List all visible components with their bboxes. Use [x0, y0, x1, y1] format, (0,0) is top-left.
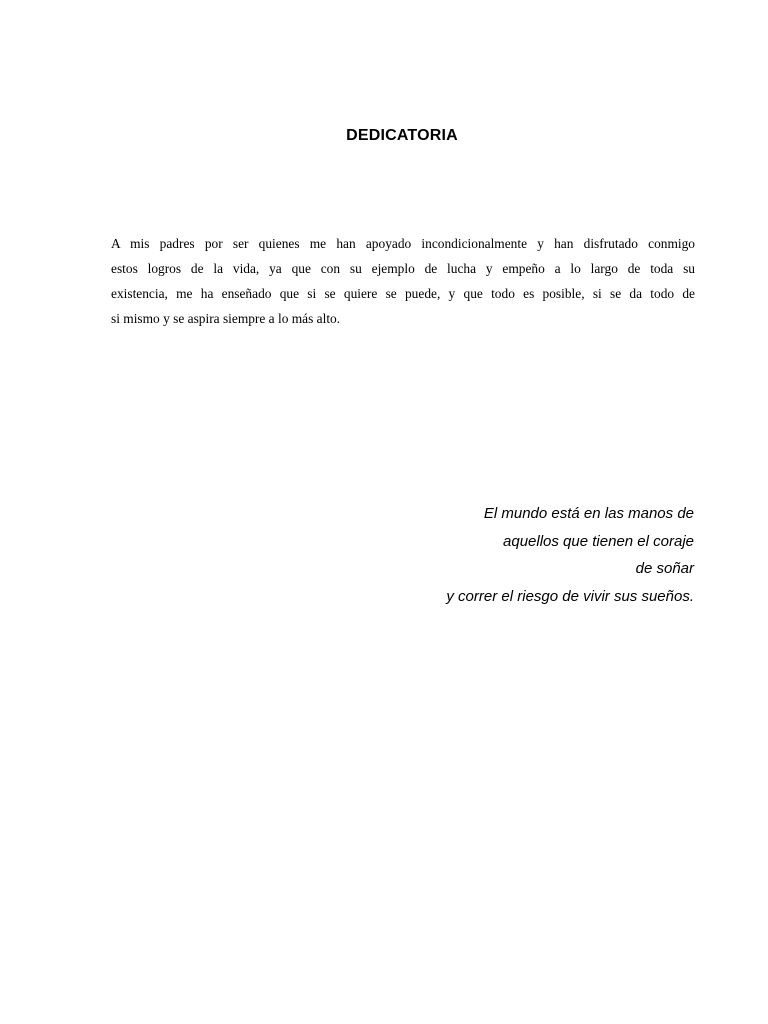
dedication-line: existencia, me ha enseñado que si se quiere se puede, y que todo es posible, si se da todo de — [111, 286, 695, 301]
quote-line: y correr el riesgo de vivir sus sueños. — [446, 587, 694, 605]
dedication-line: estos logros de la vida, ya que con su ejemplo de lucha y empeño a lo largo de toda su — [111, 261, 695, 276]
dedication-line: A mis padres por ser quienes me han apoyado incondicionalmente y han disfrutado conmigo — [111, 236, 695, 251]
dedication-line: si mismo y se aspira siempre a lo más alto. — [111, 311, 341, 326]
dedication-paragraph — [111, 231, 695, 331]
quote-line: de soñar — [635, 560, 694, 577]
epigraph-quote — [400, 500, 694, 610]
quote-line: El mundo está en las manos de — [483, 505, 694, 522]
page-title: DEDICATORIA — [346, 127, 458, 144]
quote-line: aquellos que tienen el coraje — [503, 532, 694, 550]
